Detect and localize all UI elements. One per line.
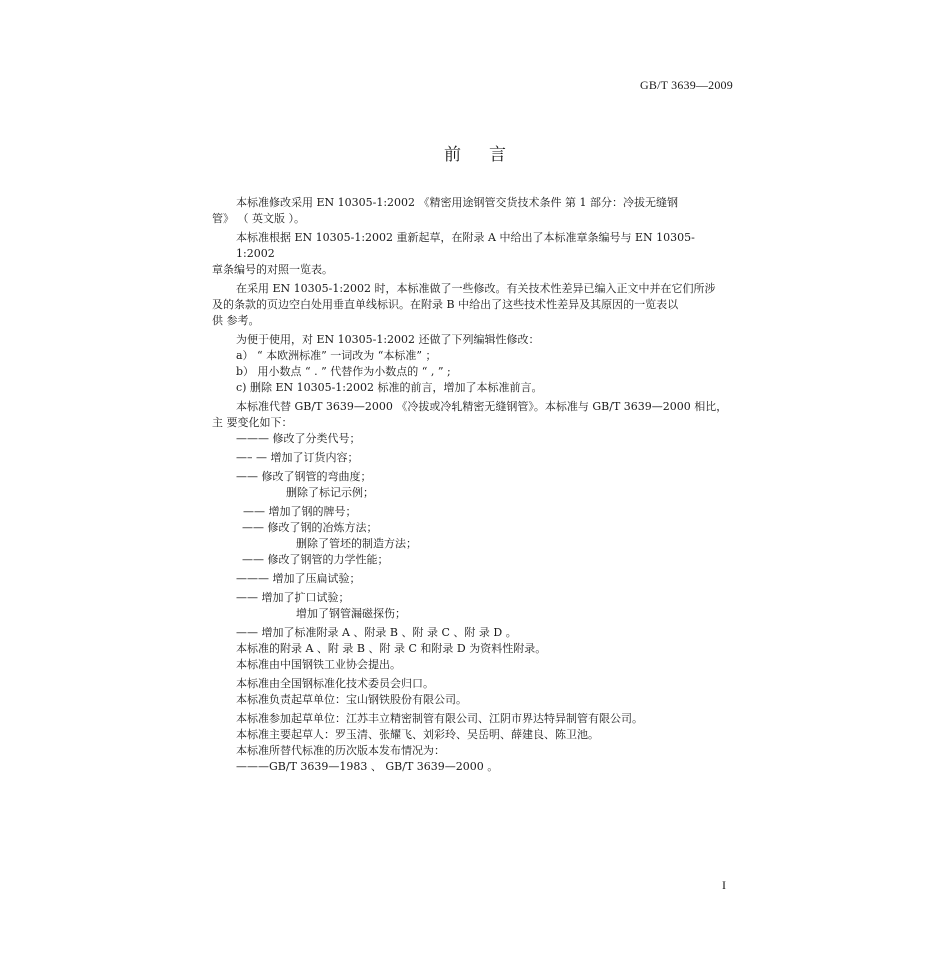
participating-units: 本标准参加起草单位：江苏丰立精密制管有限公司、江阴市界达特异制管有限公司。: [236, 712, 643, 725]
change-item: —— 修改了钢管的力学性能；: [242, 553, 389, 566]
paragraph-line: 本标准根据 EN 10305-1:2002 重新起草，在附录 A 中给出了本标准章条编号与 EN 10305-: [236, 231, 695, 244]
foreword-body: [212, 195, 742, 775]
list-item: b） 用小数点 “ . ” 代替作为小数点的 “ , ” ;: [236, 365, 451, 378]
change-item: 删除了管坯的制造方法；: [296, 537, 417, 550]
change-item: —— 增加了扩口试验；: [236, 591, 350, 604]
paragraph-line: 本标准修改采用 EN 10305-1:2002 《精密用途钢管交货技术条件 第 1 部分：冷拔无缝钢: [236, 196, 679, 209]
change-item: —— 修改了钢管的弯曲度；: [236, 470, 372, 483]
paragraph-line: 在采用 EN 10305-1:2002 时，本标准做了一些修改。有关技术性差异已编入正文中并在它们所涉: [236, 282, 716, 295]
paragraph-line: 及的条款的页边空白处用垂直单线标识。在附录 B 中给出了这些技术性差异及其原因的一览表以: [212, 298, 679, 311]
change-item: —— 增加了钢的牌号；: [243, 505, 357, 518]
paragraph-line: 主 要变化如下：: [212, 416, 293, 429]
paragraph-line: 1:2002: [236, 247, 275, 260]
paragraph-line: 本标准代替 GB/T 3639—2000 《冷拔或冷轧精密无缝钢管》。本标准与 GB/T 3639—2000 相比，: [236, 400, 728, 413]
change-item: 删除了标记示例；: [286, 486, 374, 499]
list-item: a） “ 本欧洲标准” 一词改为 “本标准” ；: [236, 349, 437, 362]
drafting-unit: 本标准负责起草单位：宝山钢铁股份有限公司。: [236, 693, 467, 706]
paragraph-line: 管》 （ 英文版 ）。: [212, 212, 305, 225]
appendix-note: 本标准的附录 A 、附 录 B 、附 录 C 和附录 D 为资料性附录。: [236, 642, 547, 655]
page-title: 前言: [444, 145, 534, 165]
change-item: —— 增加了标准附录 A 、附录 B 、附 录 C 、附 录 D 。: [236, 626, 517, 639]
page-number: I: [722, 878, 726, 892]
paragraph-line: 章条编号的对照一览表。: [212, 263, 333, 276]
drafters: 本标准主要起草人：罗玉清、张耀飞、刘彩玲、吴岳明、薛建良、陈卫池。: [236, 728, 599, 741]
change-item: ——— 增加了压扁试验；: [236, 572, 361, 585]
paragraph-line: 供 参考。: [212, 314, 260, 327]
change-item: —— 修改了钢的冶炼方法；: [242, 521, 378, 534]
list-item: c) 删除 EN 10305-1:2002 标准的前言，增加了本标准前言。: [236, 381, 543, 394]
change-item: 增加了钢管漏磁探伤；: [296, 607, 406, 620]
history-versions: ———GB/T 3639—1983 、 GB/T 3639—2000 。: [236, 760, 499, 773]
standard-code: GB/T 3639—2009: [640, 78, 733, 92]
centralized-by: 本标准由全国钢标准化技术委员会归口。: [236, 677, 434, 690]
history-intro: 本标准所替代标准的历次版本发布情况为：: [236, 744, 445, 757]
change-item: ——— 修改了分类代号；: [236, 432, 361, 445]
paragraph-line: 为便于使用，对 EN 10305-1:2002 还做了下列编辑性修改：: [236, 333, 540, 346]
change-item: —– — 增加了订货内容；: [236, 451, 359, 464]
proposed-by: 本标准由中国钢铁工业协会提出。: [236, 658, 401, 671]
